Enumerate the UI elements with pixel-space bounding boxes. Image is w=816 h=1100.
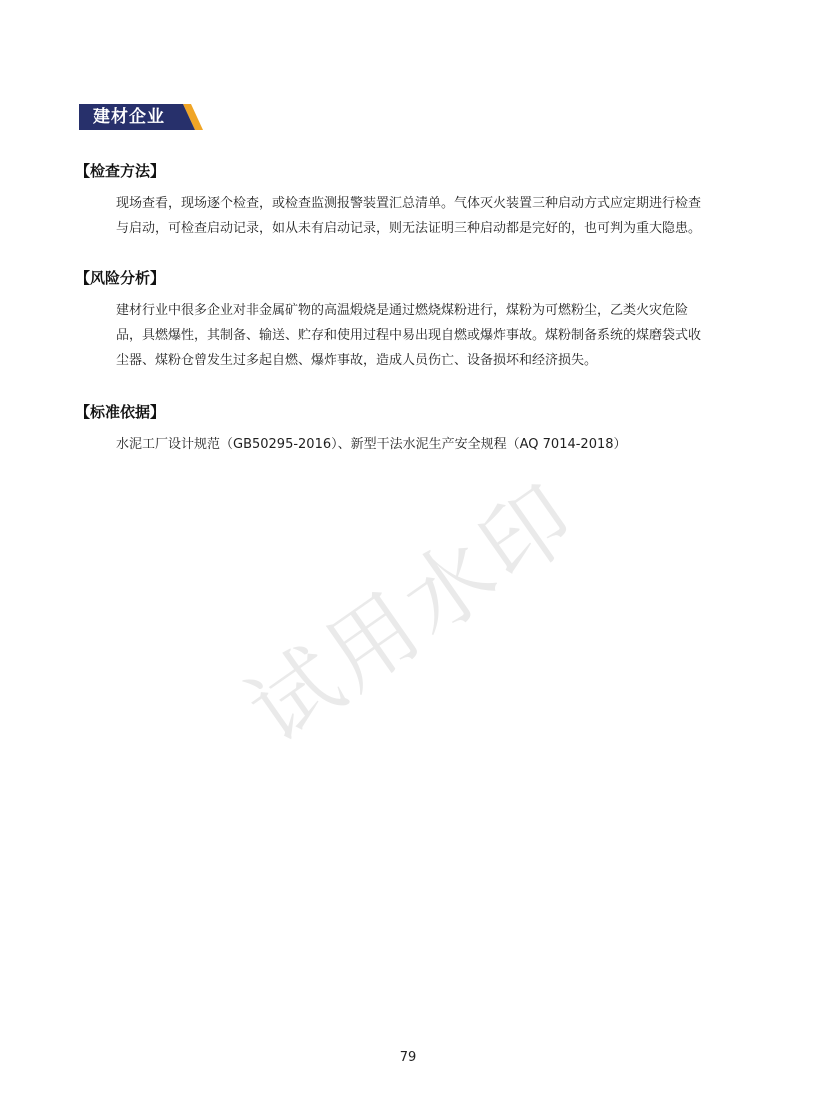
body-line: 尘器、煤粉仓曾发生过多起自燃、爆炸事故，造成人员伤亡、设备损坏和经济损失。 bbox=[116, 353, 598, 368]
body-line: 与启动，可检查启动记录，如从未有启动记录，则无法证明三种启动都是完好的，也可判为重大隐患。 bbox=[116, 221, 702, 236]
section-body bbox=[79, 432, 739, 457]
body-line: 水泥工厂设计规范（GB50295-2016）、新型干法水泥生产安全规程（AQ 7014-2018） bbox=[116, 437, 627, 452]
section-banner bbox=[79, 104, 203, 130]
section-body bbox=[79, 298, 739, 373]
section-inspection-method bbox=[75, 160, 739, 241]
banner-title: 建材企业 bbox=[93, 107, 165, 127]
section-body bbox=[79, 191, 739, 241]
body-line: 建材行业中很多企业对非金属矿物的高温煅烧是通过燃烧煤粉进行，煤粉为可燃粉尘，乙类火灾危险 bbox=[116, 303, 689, 318]
trial-watermark: 试用水印 bbox=[229, 462, 598, 763]
body-line: 品，具燃爆性，其制备、输送、贮存和使用过程中易出现自燃或爆炸事故。煤粉制备系统的煤磨袋式收 bbox=[116, 328, 702, 343]
section-heading: 【检查方法】 bbox=[75, 162, 166, 180]
page-number: 79 bbox=[399, 1050, 417, 1065]
section-heading: 【风险分析】 bbox=[75, 269, 166, 287]
section-risk-analysis bbox=[75, 267, 739, 373]
section-standards-basis bbox=[75, 401, 739, 457]
body-line: 现场查看，现场逐个检查，或检查监测报警装置汇总清单。气体灭火装置三种启动方式应定期进行检查 bbox=[116, 196, 702, 211]
section-heading: 【标准依据】 bbox=[75, 403, 166, 421]
